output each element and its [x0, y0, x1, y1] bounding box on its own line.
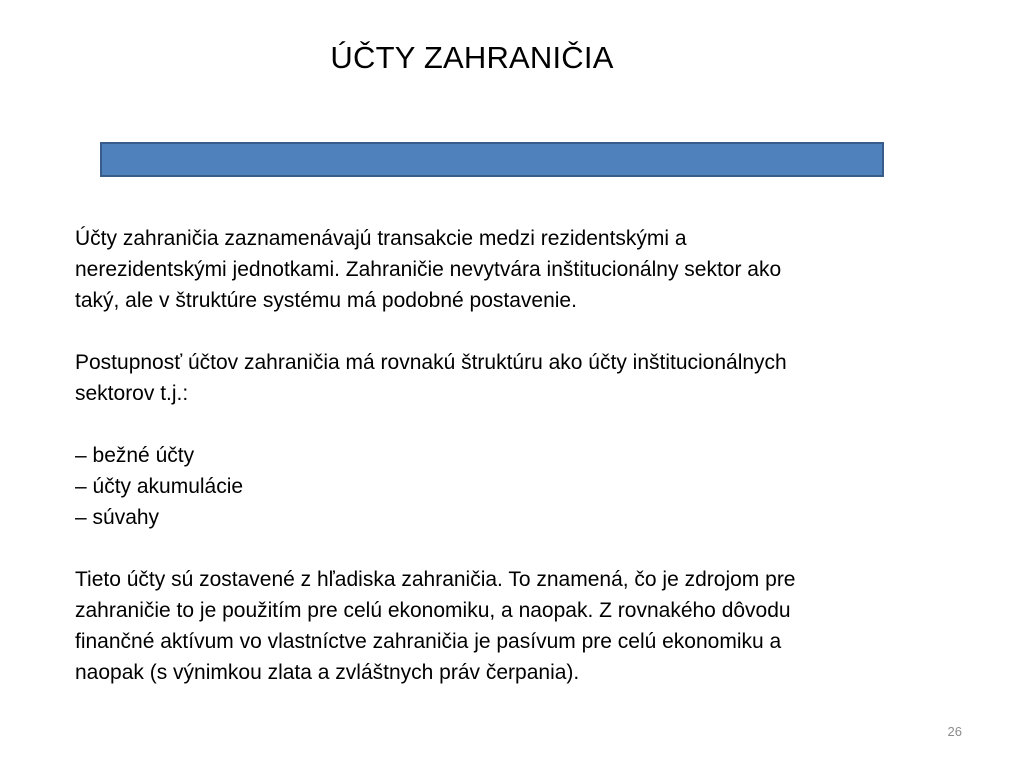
paragraph-spacer	[75, 409, 975, 440]
paragraph-line: sektorov t.j.:	[75, 382, 189, 405]
paragraph-line: naopak (s výnimkou zlata a zvláštnych práv čerpania).	[75, 661, 580, 684]
paragraph-line: Postupnosť účtov zahraničia má rovnakú štruktúru ako účty inštitucionálnych	[75, 351, 787, 374]
paragraph-line: zahraničie to je použitím pre celú ekonomiku, a naopak. Z rovnakého dôvodu	[75, 599, 791, 622]
list-item: – bežné účty	[75, 444, 195, 467]
body-text	[75, 223, 975, 688]
paragraph-line: taký, ale v štruktúre systému má podobné postavenie.	[75, 289, 577, 312]
page-number: 26	[947, 724, 962, 739]
paragraph-spacer	[75, 533, 975, 564]
slide-title: ÚČTY ZAHRANIČIA	[330, 40, 614, 75]
paragraph-line: nerezidentskými jednotkami. Zahraničie nevytvára inštitucionálny sektor ako	[75, 258, 782, 281]
list-item: – účty akumulácie	[75, 475, 244, 498]
paragraph-spacer	[75, 316, 975, 347]
list-item: – súvahy	[75, 506, 160, 529]
paragraph-line: Účty zahraničia zaznamenávajú transakcie medzi rezidentskými a	[75, 227, 687, 250]
accent-bar	[100, 142, 884, 177]
paragraph-line: finančné aktívum vo vlastníctve zahraničia je pasívum pre celú ekonomiku a	[75, 630, 782, 653]
paragraph-line: Tieto účty sú zostavené z hľadiska zahraničia. To znamená, čo je zdrojom pre	[75, 568, 796, 591]
